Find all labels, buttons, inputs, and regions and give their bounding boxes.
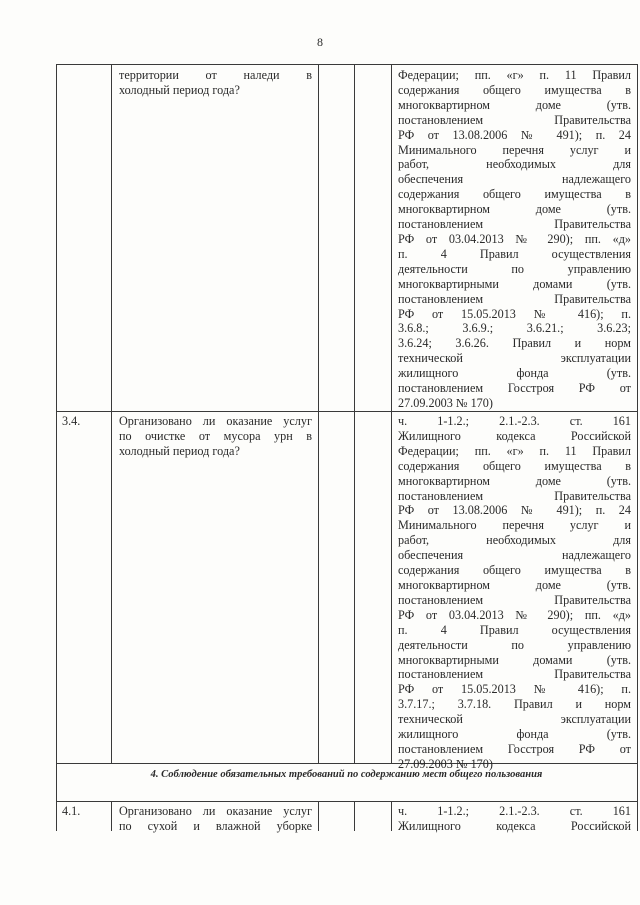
text-line: 3.6.8.; 3.6.9.; 3.6.21.; 3.6.23;: [398, 321, 631, 336]
text-line: многоквартирном доме (утв.: [398, 577, 631, 592]
column-divider-2: [318, 64, 319, 763]
text-line: по очистке от мусора урн в: [119, 428, 312, 443]
section-4-title: 4. Соблюдение обязательных требований по содержанию мест общего пользования: [150, 769, 543, 780]
column-divider-1: [111, 64, 112, 763]
text-line: 27.09.2003 № 170): [398, 756, 493, 771]
text-line: технической эксплуатации: [398, 712, 631, 727]
text-line: постановлением Правительства: [398, 291, 631, 306]
table-border-right: [637, 64, 638, 831]
text-line: ч. 1-1.2.; 2.1.-2.3. ст. 161: [398, 804, 631, 818]
text-line: по сухой и влажной уборке: [119, 818, 312, 833]
text-line: многоквартирными домами (утв.: [398, 276, 631, 291]
text-line: жилищного фонда (утв.: [398, 727, 631, 742]
text-line: деятельности по управлению: [398, 261, 631, 276]
text-line: постановлением Правительства: [398, 592, 631, 607]
row-cont-question: [119, 68, 312, 98]
text-line: Федерации; пп. «г» п. 11 Правил: [398, 68, 631, 82]
table-border-left: [56, 64, 57, 831]
row-34-question: [119, 414, 312, 459]
row-41-legal: [398, 804, 631, 834]
row-cont-legal: [398, 68, 631, 411]
column-divider-1b: [111, 801, 112, 831]
text-line: содержания общего имущества в: [398, 563, 631, 578]
column-divider-4: [391, 64, 392, 763]
text-line: Федерации; пп. «г» п. 11 Правил: [398, 443, 631, 458]
text-line: постановлением Госстроя РФ от: [398, 741, 631, 756]
row-34-number: 3.4.: [62, 414, 81, 428]
text-line: 3.7.17.; 3.7.18. Правил и норм: [398, 697, 631, 712]
text-line: многоквартирном доме (утв.: [398, 473, 631, 488]
row-34-legal: [398, 414, 631, 772]
column-divider-2b: [318, 801, 319, 831]
text-line: обеспечения надлежащего: [398, 172, 631, 187]
text-line: 27.09.2003 № 170): [398, 395, 493, 410]
text-line: деятельности по управлению: [398, 637, 631, 652]
text-line: Жилищного кодекса Российской: [398, 818, 631, 833]
column-divider-4b: [391, 801, 392, 831]
text-line: холодный период года?: [119, 443, 240, 458]
text-line: Минимального перечня услуг и: [398, 518, 631, 533]
text-line: РФ от 03.04.2013 № 290); пп. «д»: [398, 231, 631, 246]
page-number: 8: [317, 35, 323, 49]
text-line: РФ от 15.05.2013 № 416); п.: [398, 682, 631, 697]
text-line: Жилищного кодекса Российской: [398, 428, 631, 443]
text-line: содержания общего имущества в: [398, 82, 631, 97]
column-divider-3: [354, 64, 355, 763]
text-line: работ, необходимых для: [398, 157, 631, 172]
text-line: РФ от 03.04.2013 № 290); пп. «д»: [398, 607, 631, 622]
text-line: Организовано ли оказание услуг: [119, 414, 312, 428]
text-line: Организовано ли оказание услуг: [119, 804, 312, 818]
row-41-number: 4.1.: [62, 804, 81, 818]
text-line: многоквартирными домами (утв.: [398, 652, 631, 667]
text-line: ч. 1-1.2.; 2.1.-2.3. ст. 161: [398, 414, 631, 428]
table-border-top: [56, 64, 638, 65]
row-divider-1: [56, 411, 638, 412]
text-line: обеспечения надлежащего: [398, 548, 631, 563]
text-line: постановлением Правительства: [398, 488, 631, 503]
text-line: многоквартирном доме (утв.: [398, 97, 631, 112]
text-line: содержания общего имущества в: [398, 187, 631, 202]
text-line: РФ от 13.08.2006 № 491); п. 24: [398, 503, 631, 518]
row-divider-3: [56, 801, 638, 802]
text-line: п. 4 Правил осуществления: [398, 622, 631, 637]
text-line: содержания общего имущества в: [398, 458, 631, 473]
row-41-question: [119, 804, 312, 834]
text-line: постановлением Госстроя РФ от: [398, 381, 631, 396]
text-line: технической эксплуатации: [398, 351, 631, 366]
text-line: постановлением Правительства: [398, 217, 631, 232]
text-line: жилищного фонда (утв.: [398, 366, 631, 381]
text-line: Минимального перечня услуг и: [398, 142, 631, 157]
text-line: постановлением Правительства: [398, 112, 631, 127]
text-line: работ, необходимых для: [398, 533, 631, 548]
text-line: холодный период года?: [119, 82, 240, 97]
text-line: 3.6.24; 3.6.26. Правил и норм: [398, 336, 631, 351]
column-divider-3b: [354, 801, 355, 831]
text-line: п. 4 Правил осуществления: [398, 246, 631, 261]
text-line: многоквартирном доме (утв.: [398, 202, 631, 217]
text-line: территории от наледи в: [119, 68, 312, 82]
text-line: РФ от 15.05.2013 № 416); п.: [398, 306, 631, 321]
text-line: РФ от 13.08.2006 № 491); п. 24: [398, 127, 631, 142]
text-line: постановлением Правительства: [398, 667, 631, 682]
